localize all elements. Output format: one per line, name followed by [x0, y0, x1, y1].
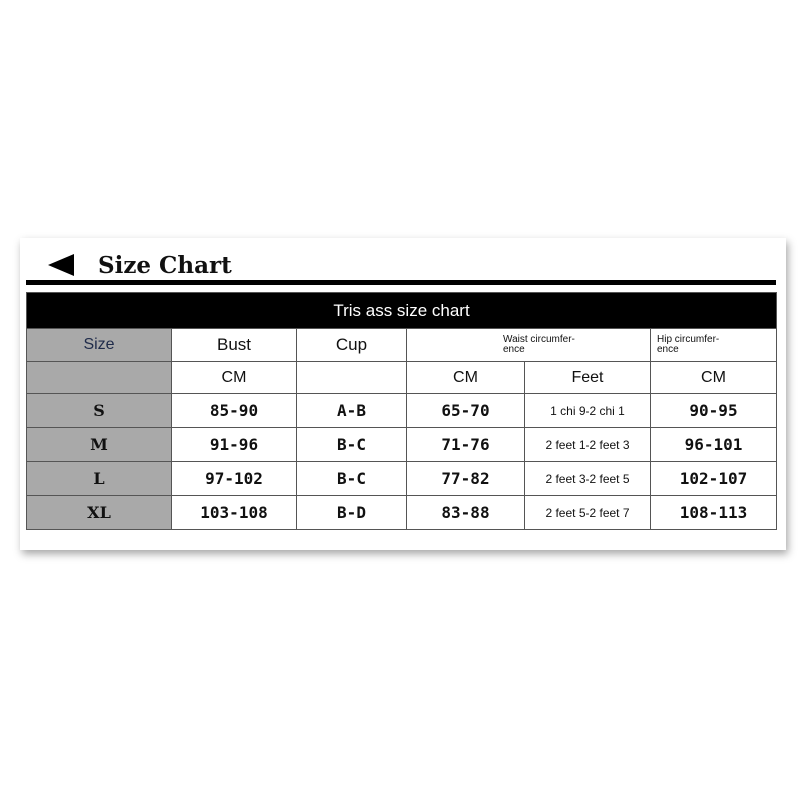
row-cup: B-C: [297, 462, 407, 496]
row-waist-cm: 83-88: [407, 496, 525, 530]
heading-divider: [26, 280, 776, 285]
size-table: [26, 292, 777, 530]
header-waist-line2: ence: [503, 344, 525, 355]
row-size: M: [27, 428, 172, 462]
unit-waist-cm: CM: [407, 362, 525, 394]
row-bust: 103-108: [172, 496, 297, 530]
row-waist-cm: 77-82: [407, 462, 525, 496]
unit-cup: [297, 362, 407, 394]
row-waist-feet: 2 feet 1-2 feet 3: [525, 428, 651, 462]
header-waist-line1: Waist circumfer-: [503, 334, 575, 345]
header-cup: Cup: [297, 329, 407, 362]
unit-size-blank: [27, 362, 172, 394]
header-size: Size: [27, 329, 172, 362]
row-bust: 85-90: [172, 394, 297, 428]
row-bust: 91-96: [172, 428, 297, 462]
header-waist: [407, 329, 651, 362]
row-hip: 108-113: [651, 496, 777, 530]
table-title: Tris ass size chart: [27, 293, 777, 329]
row-waist-feet: 2 feet 3-2 feet 5: [525, 462, 651, 496]
unit-hip: CM: [651, 362, 777, 394]
row-waist-feet: 2 feet 5-2 feet 7: [525, 496, 651, 530]
row-size: XL: [27, 496, 172, 530]
row-hip: 90-95: [651, 394, 777, 428]
header-hip: [651, 329, 777, 362]
header-hip-line2: ence: [657, 344, 679, 355]
row-size: L: [27, 462, 172, 496]
header-bust: Bust: [172, 329, 297, 362]
unit-bust: CM: [172, 362, 297, 394]
triangle-left-icon: [48, 254, 74, 276]
row-cup: A-B: [297, 394, 407, 428]
unit-waist-feet: Feet: [525, 362, 651, 394]
header-hip-line1: Hip circumfer-: [657, 334, 720, 345]
row-cup: B-D: [297, 496, 407, 530]
row-waist-cm: 71-76: [407, 428, 525, 462]
row-bust: 97-102: [172, 462, 297, 496]
table-row: [27, 394, 777, 428]
table-row: [27, 496, 777, 530]
table-row: [27, 462, 777, 496]
row-waist-feet: 1 chi 9-2 chi 1: [525, 394, 651, 428]
table-row: [27, 428, 777, 462]
page-title: Size Chart: [98, 251, 232, 279]
row-hip: 96-101: [651, 428, 777, 462]
size-chart-heading: [48, 248, 232, 282]
row-size: S: [27, 394, 172, 428]
row-hip: 102-107: [651, 462, 777, 496]
row-waist-cm: 65-70: [407, 394, 525, 428]
row-cup: B-C: [297, 428, 407, 462]
